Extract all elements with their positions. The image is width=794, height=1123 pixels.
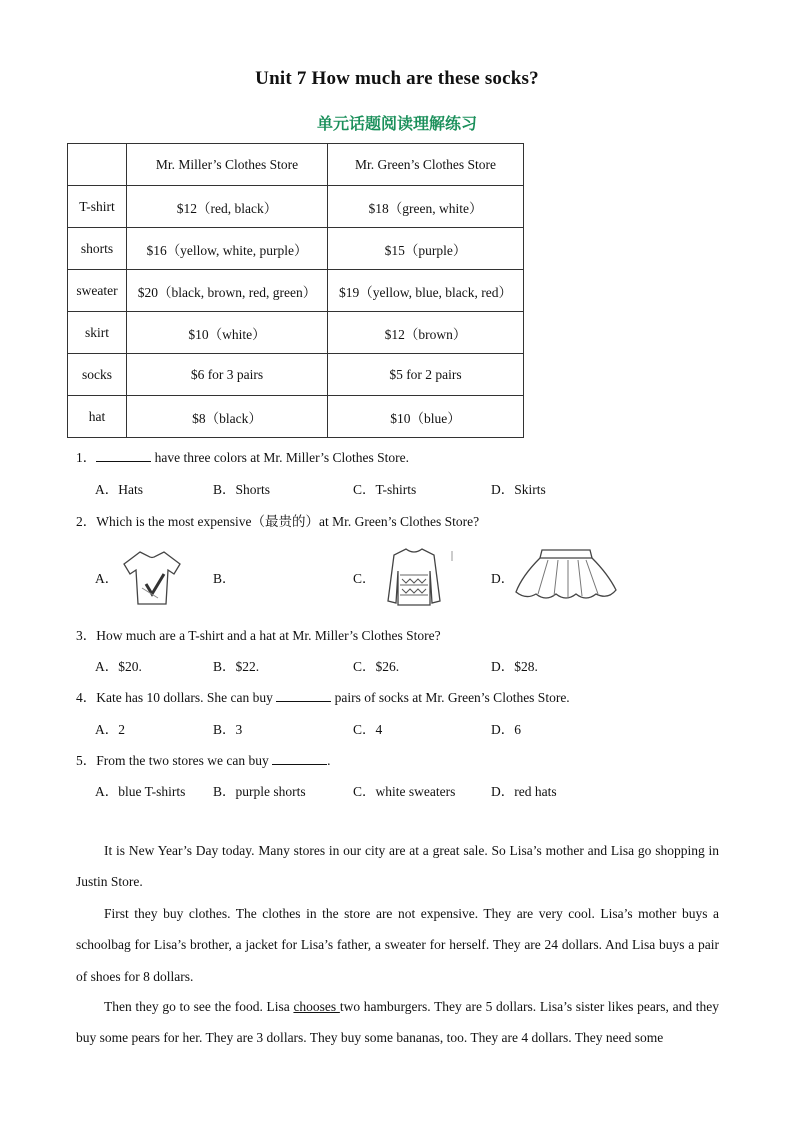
option-d[interactable]: D．$28. xyxy=(491,659,538,674)
tshirt-icon xyxy=(120,548,184,608)
option-c[interactable]: C． xyxy=(353,571,376,586)
question-number: 4． xyxy=(76,690,97,705)
table-cell: $6 for 3 pairs xyxy=(127,354,328,396)
table-row xyxy=(68,186,524,228)
table-cell: socks xyxy=(68,354,127,396)
table-cell: T-shirt xyxy=(68,186,127,228)
question-4 xyxy=(76,686,570,706)
question-2 xyxy=(76,510,479,530)
table-cell: $5 for 2 pairs xyxy=(328,354,524,396)
table-row xyxy=(68,354,524,396)
option-a[interactable]: A．blue T-shirts xyxy=(95,784,186,799)
question-text: From the two stores we can buy xyxy=(96,753,273,768)
answer-blank[interactable] xyxy=(276,689,331,702)
answer-blank[interactable] xyxy=(96,449,151,462)
option-b[interactable]: B． xyxy=(213,571,236,586)
table-cell: shorts xyxy=(68,228,127,270)
table-cell: sweater xyxy=(68,270,127,312)
option-d[interactable]: D．red hats xyxy=(491,784,557,799)
option-c[interactable]: C．white sweaters xyxy=(353,784,456,799)
table-cell: $20（black, brown, red, green） xyxy=(127,270,328,312)
option-d[interactable]: D．6 xyxy=(491,722,521,737)
question-number: 1． xyxy=(76,450,97,465)
table-cell: $19（yellow, blue, black, red） xyxy=(328,270,524,312)
question-text: Kate has 10 dollars. She can buy xyxy=(96,690,277,705)
option-c[interactable]: C．4 xyxy=(353,722,383,737)
table-cell: $15（purple） xyxy=(328,228,524,270)
option-b[interactable]: B．3 xyxy=(213,722,243,737)
underlined-word: chooses xyxy=(293,999,340,1014)
passage-paragraph-2: First they buy clothes. The clothes in the store are not expensive. They are very cool. Lisa’s mother buys a schoolbag for Lisa’s brother, a jacket for Lisa’s father, a sweater for herself. They are 24 dollars. And Lisa buys a pair of shoes for 8 dollars. xyxy=(76,906,719,984)
table-cell: $10（white） xyxy=(127,312,328,354)
option-a[interactable]: A．$20. xyxy=(95,659,142,674)
price-table xyxy=(67,143,524,438)
question-number: 3． xyxy=(76,628,97,643)
question-text: . xyxy=(327,753,331,768)
table-header-row xyxy=(68,144,524,186)
option-c[interactable]: C．T-shirts xyxy=(353,482,417,497)
table-row xyxy=(68,228,524,270)
passage-text: two hamburgers. They are 5 dollars. Lisa’s sister likes pears, and they buy some pears for her. They are 3 dollars. They buy some bananas, too. They are 4 dollars. They need some xyxy=(76,999,720,1046)
sweater-icon xyxy=(376,545,456,609)
table-cell: $8（black） xyxy=(127,396,328,438)
table-cell xyxy=(68,144,127,186)
option-d[interactable]: D． xyxy=(491,571,515,586)
option-a[interactable]: A．Hats xyxy=(95,482,143,497)
table-row xyxy=(68,270,524,312)
table-cell: $16（yellow, white, purple） xyxy=(127,228,328,270)
table-row xyxy=(68,396,524,438)
table-cell: $12（red, black） xyxy=(127,186,328,228)
table-cell: skirt xyxy=(68,312,127,354)
table-cell: $10（blue） xyxy=(328,396,524,438)
option-d[interactable]: D．Skirts xyxy=(491,482,546,497)
question-text: pairs of socks at Mr. Green’s Clothes Store. xyxy=(331,690,570,705)
question-text: How much are a T-shirt and a hat at Mr. Miller’s Clothes Store? xyxy=(96,628,441,643)
option-a[interactable]: A． xyxy=(95,571,119,586)
table-header-miller: Mr. Miller’s Clothes Store xyxy=(127,144,328,186)
table-row xyxy=(68,312,524,354)
table-cell: hat xyxy=(68,396,127,438)
passage-paragraph-3 xyxy=(76,991,719,1054)
option-b[interactable]: B．$22. xyxy=(213,659,260,674)
option-c[interactable]: C．$26. xyxy=(353,659,400,674)
question-number: 2． xyxy=(76,514,97,529)
table-cell: $12（brown） xyxy=(328,312,524,354)
answer-blank[interactable] xyxy=(272,752,327,765)
passage-paragraph-1: It is New Year’s Day today. Many stores in our city are at a great sale. So Lisa’s mother and Lisa go shopping in Justin Store. xyxy=(76,843,719,890)
question-1 xyxy=(76,446,409,466)
option-b[interactable]: B．purple shorts xyxy=(213,784,306,799)
passage-text: Then they go to see the food. Lisa xyxy=(104,999,294,1014)
page-subtitle: 单元话题阅读理解练习 xyxy=(316,114,477,133)
question-text: have three colors at Mr. Miller’s Clothes Store. xyxy=(151,450,409,465)
option-a[interactable]: A．2 xyxy=(95,722,125,737)
option-b[interactable]: B．Shorts xyxy=(213,482,271,497)
skirt-icon xyxy=(512,546,620,604)
question-text: Which is the most expensive（最贵的）at Mr. Green’s Clothes Store? xyxy=(96,514,480,529)
page-title: Unit 7 How much are these socks? xyxy=(255,68,539,89)
question-5 xyxy=(76,749,330,769)
table-header-green: Mr. Green’s Clothes Store xyxy=(328,144,524,186)
question-3 xyxy=(76,624,441,644)
question-number: 5． xyxy=(76,753,97,768)
table-cell: $18（green, white） xyxy=(328,186,524,228)
